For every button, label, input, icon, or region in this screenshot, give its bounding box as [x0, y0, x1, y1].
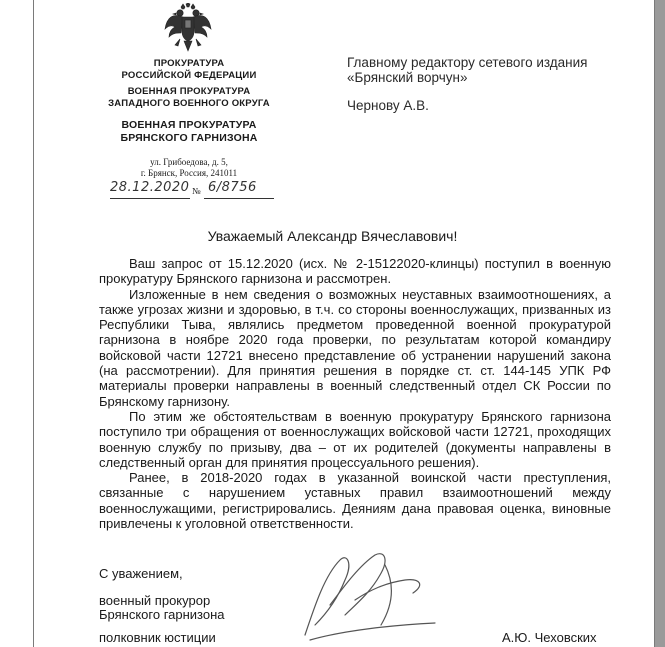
paragraph: Ранее, в 2018-2020 годах в указанной воинской части преступления, связанные с нарушением уставных правил взаимоотношений между военнослужащими, регистрировались. Деяниям дана правовая оценка, виновные привлечены к уголовной ответственности.: [99, 470, 611, 532]
org-name-bryansk-garrison: [100, 119, 278, 145]
org-line: РОССИЙСКОЙ ФЕДЕРАЦИИ: [121, 70, 257, 81]
org-line: ЗАПАДНОГО ВОЕННОГО ОКРУГА: [108, 98, 270, 109]
org-address: [100, 157, 278, 179]
paragraph: Изложенные в нем сведения о возможных неуставных взаимоотношениях, а также угрозах жизни и здоровью, в т.ч. со стороны военнослужащих, призванных из Республики Тыва, являлись предметом проведенной военной прокуратурой гарнизона в ноябре 2020 года проверки, по результатам которой командиру войсковой части 12721 внесено представление об устранении нарушений закона (на рассмотрении). Для принятия решения в порядке ст. ст. 144-145 УПК РФ материалы проверки направлены в военный следственный отдел СК России по Брянскому гарнизону.: [99, 286, 611, 409]
org-line: ПРОКУРАТУРА: [153, 58, 225, 69]
number-underline: [204, 198, 274, 199]
date-underline: [110, 198, 190, 199]
paragraph: Ваш запрос от 15.12.2020 (исх. № 2-15122020-клинцы) поступил в военную прокуратуру Брянского гарнизона и рассмотрен.: [99, 256, 611, 287]
closing: С уважением,: [99, 566, 183, 581]
org-name-prosecutor-office: [100, 58, 278, 82]
outgoing-reference: [110, 180, 285, 202]
salutation: Уважаемый Александр Вячеславович!: [207, 228, 458, 244]
recipient-name: Чернову А.В.: [347, 98, 429, 113]
recipient-line: Главному редактору сетевого издания: [347, 55, 588, 70]
org-name-western-district: [100, 86, 278, 110]
position-line: Брянского гарнизона: [99, 607, 225, 622]
signer-position: [99, 594, 225, 622]
org-line: БРЯНСКОГО ГАРНИЗОНА: [120, 132, 258, 144]
address-line: ул. Грибоедова, д. 5,: [150, 157, 228, 167]
outgoing-number: 6/8756: [208, 180, 257, 195]
signer-rank: полковник юстиции: [99, 630, 216, 645]
scrollbar-track[interactable]: [655, 0, 665, 647]
signer-name: А.Ю. Чеховских: [502, 630, 597, 645]
address-line: г. Брянск, Россия, 241011: [140, 168, 238, 178]
number-sign: №: [192, 186, 201, 196]
handwritten-signature: [285, 545, 445, 645]
paragraph: По этим же обстоятельствам в военную прокуратуру Брянского гарнизона поступило три обращения от военнослужащих войсковой части 12721, проходящих военную службу по призыву, два – от их родителей (документы направлены в следственный орган для принятия процессуального решения).: [99, 408, 611, 470]
page-edge-left: [33, 0, 34, 647]
org-line: ВОЕННАЯ ПРОКУРАТУРА: [127, 86, 251, 97]
letter-body: [99, 256, 611, 531]
position-line: военный прокурор: [99, 593, 211, 608]
coat-of-arms-icon: [163, 3, 213, 55]
recipient-line: «Брянский ворчун»: [347, 70, 468, 85]
org-line: ВОЕННАЯ ПРОКУРАТУРА: [121, 119, 257, 131]
outgoing-date: 28.12.2020: [110, 180, 190, 195]
recipient-block: [347, 55, 647, 113]
